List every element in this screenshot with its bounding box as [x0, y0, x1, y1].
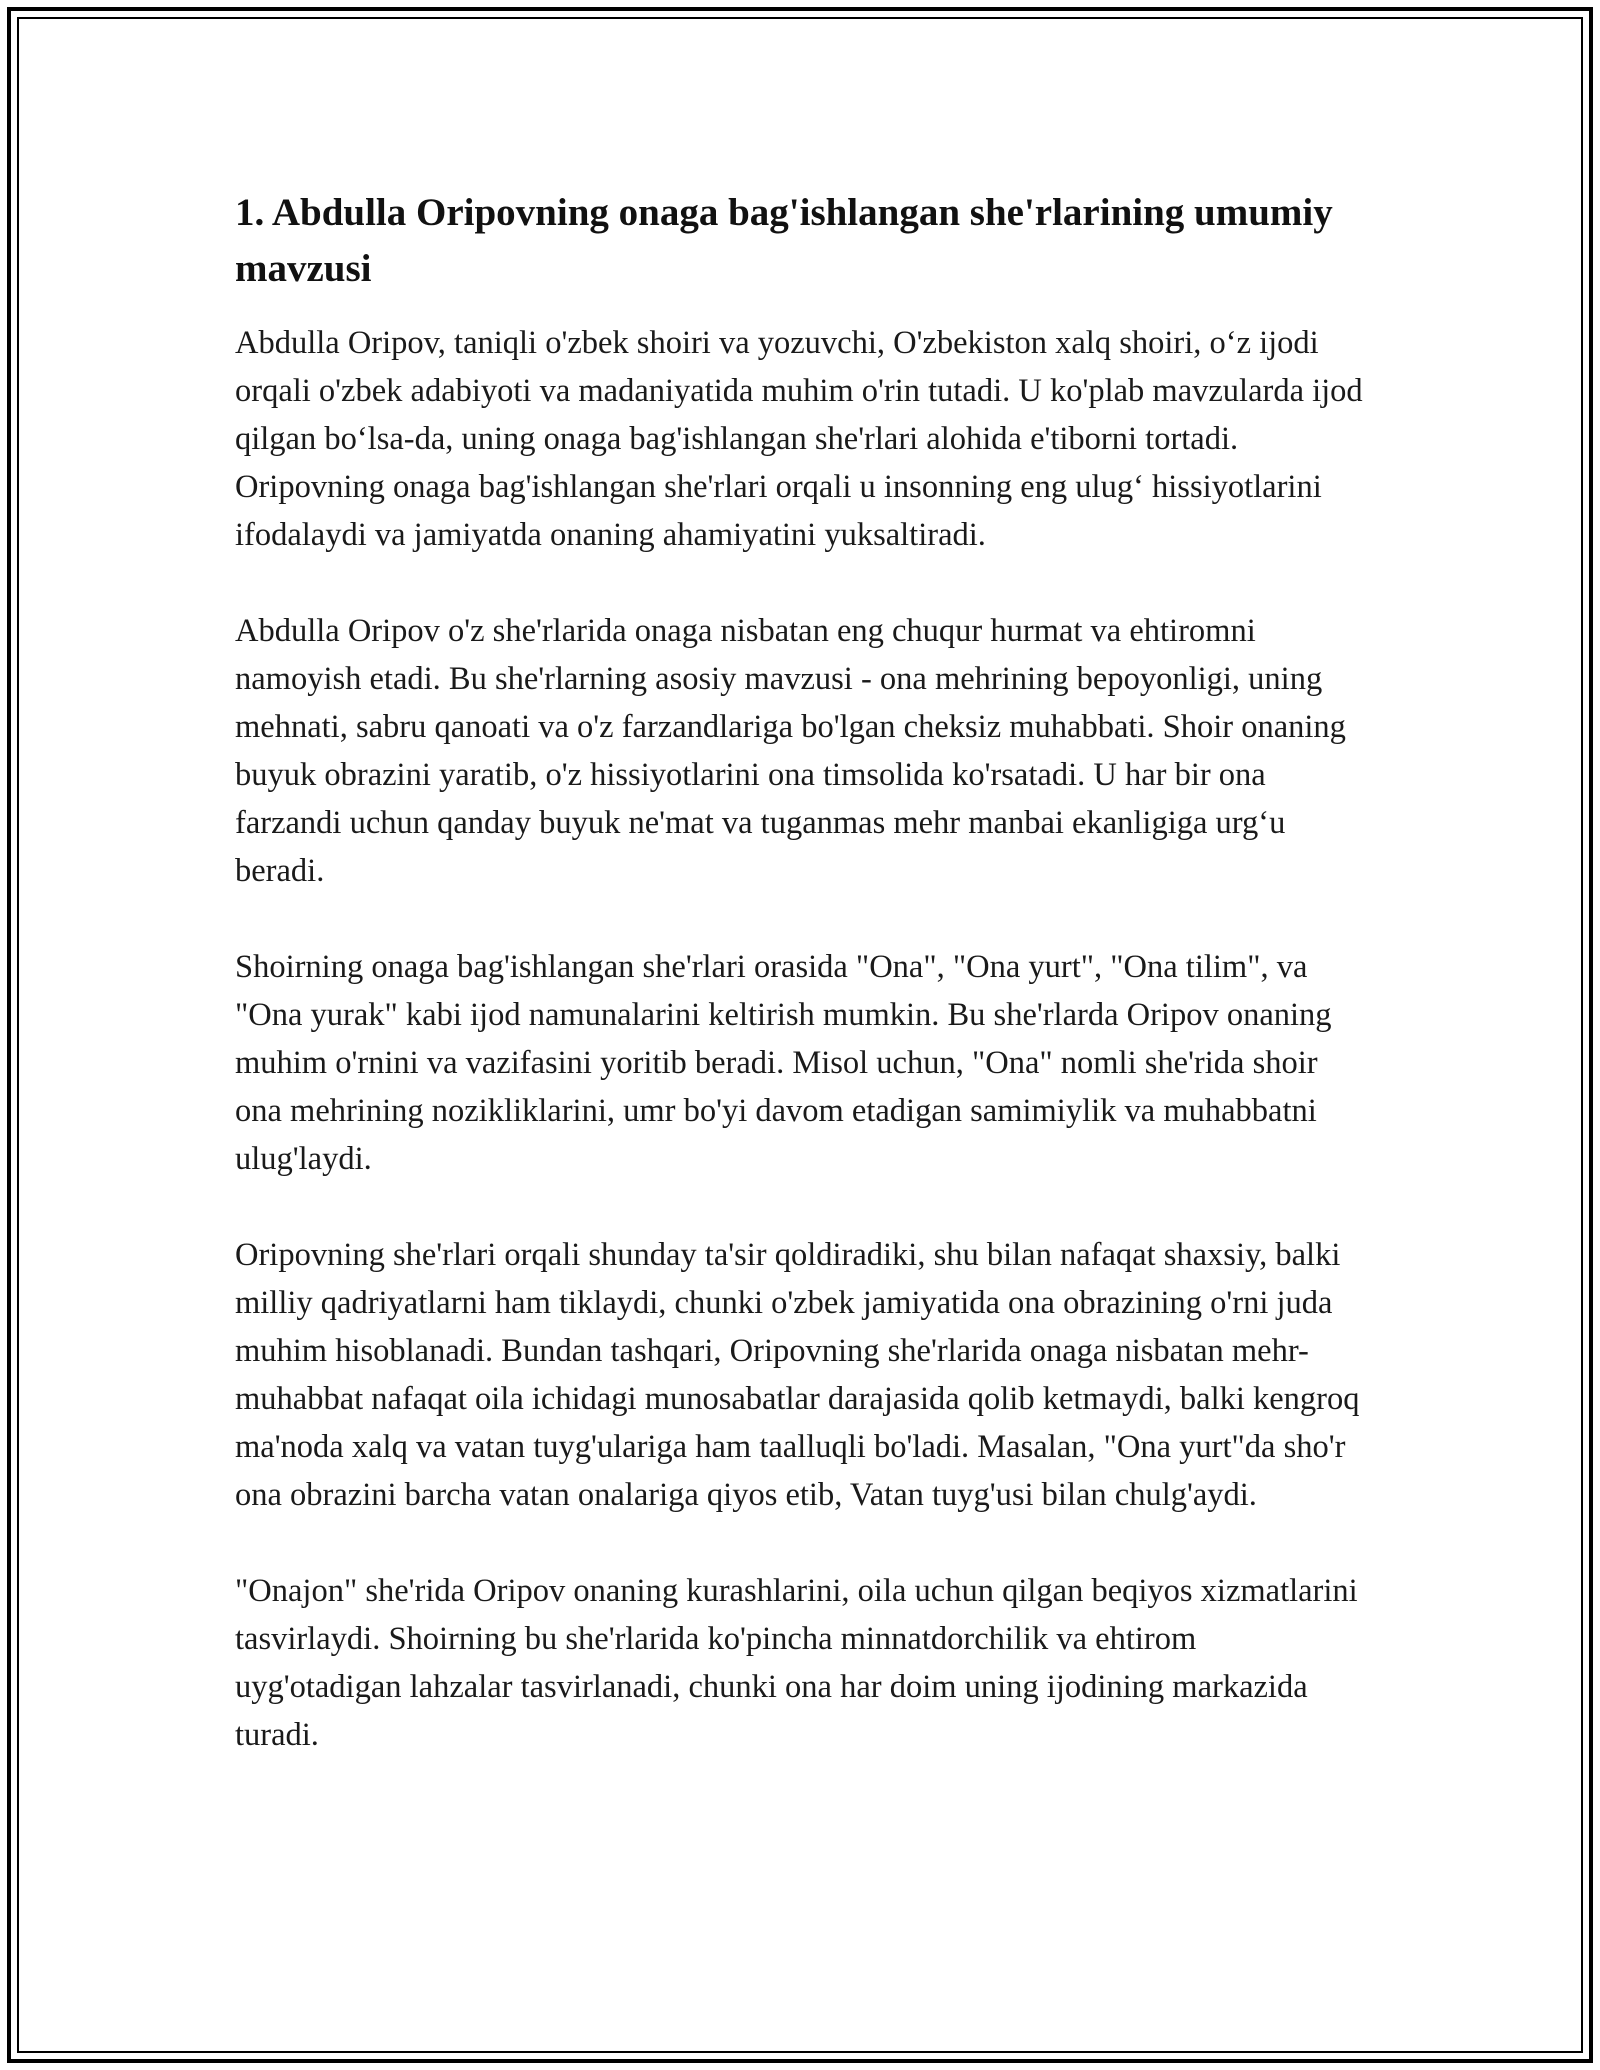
document-body: [235, 185, 1365, 1807]
paragraph-5: "Onajon" she'rida Oripov onaning kurashlarini, oila uchun qilgan beqiyos xizmatlarini tasvirlaydi. Shoirning bu she'rlarida ko'pincha minnatdorchilik va ehtirom uyg'otadigan lahzalar tasvirlanadi, chunki ona har doim uning ijodining markazida turadi.: [235, 1573, 1358, 1753]
paragraph-4: Oripovning she'rlari orqali shunday ta'sir qoldiradiki, shu bilan nafaqat shaxsiy, balki milliy qadriyatlarni ham tiklaydi, chunki o'zbek jamiyatida ona obrazining o'rni juda muhim hisoblanadi. Bundan tashqari, Oripovning she'rlarida onaga nisbatan mehr-muhabbat nafaqat oila ichidagi munosabatlar darajasida qolib ketmaydi, balki kengroq ma'noda xalq va vatan tuyg'ulariga ham taalluqli bo'ladi. Masalan, "Ona yurt"da sho'r ona obrazini barcha vatan onalariga qiyos etib, Vatan tuyg'usi bilan chulg'aydi.: [235, 1237, 1360, 1513]
paragraph-2: Abdulla Oripov o'z she'rlarida onaga nisbatan eng chuqur hurmat va ehtiromni namoyish etadi. Bu she'rlarning asosiy mavzusi - ona mehrining bepoyonligi, uning mehnati, sabru qanoati va o'z farzandlariga bo'lgan cheksiz muhabbati. Shoir onaning buyuk obrazini yaratib, o'z hissiyotlarini ona timsolida ko'rsatadi. U har bir ona farzandi uchun qanday buyuk ne'mat va tuganmas mehr manbai ekanligiga urg‘u beradi.: [235, 613, 1346, 889]
section-heading: 1. Abdulla Oripovning onaga bag'ishlangan she'rlarining umumiy mavzusi: [235, 191, 1333, 290]
paragraph-3: Shoirning onaga bag'ishlangan she'rlari orasida "Ona", "Ona yurt", "Ona tilim", va "Ona yurak" kabi ijod namunalarini keltirish mumkin. Bu she'rlarda Oripov onaning muhim o'rnini va vazifasini yoritib beradi. Misol uchun, "Ona" nomli she'rida shoir ona mehrining nozikliklarini, umr bo'yi davom etadigan samimiylik va muhabbatni ulug'laydi.: [235, 949, 1332, 1177]
paragraph-1: Abdulla Oripov, taniqli o'zbek shoiri va yozuvchi, O'zbekiston xalq shoiri, o‘z ijodi orqali o'zbek adabiyoti va madaniyatida muhim o'rin tutadi. U ko'plab mavzularda ijod qilgan bo‘lsa-da, uning onaga bag'ishlangan she'rlari alohida e'tiborni tortadi. Oripovning onaga bag'ishlangan she'rlari orqali u insonning eng ulug‘ hissiyotlarini ifodalaydi va jamiyatda onaning ahamiyatini yuksaltiradi.: [235, 325, 1363, 553]
